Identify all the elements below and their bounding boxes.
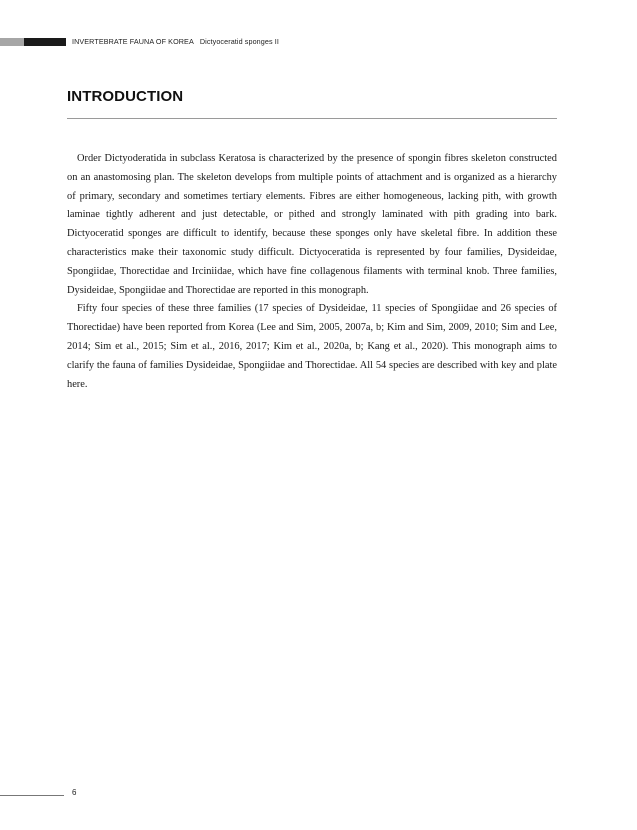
volume-title: Dictyoceratid sponges II: [199, 37, 279, 46]
running-header: [72, 37, 279, 47]
header-bar-gray: [0, 38, 24, 46]
footer-divider: [0, 795, 64, 796]
page-title: INTRODUCTION: [67, 88, 184, 105]
title-divider: [67, 118, 557, 119]
body-text: [67, 150, 557, 394]
header-bar-black: [24, 38, 66, 46]
paragraph-2: Fifty four species of these three families (17 species of Dysideidae, 11 species of Spongiidae and 26 species of Thorectidae) have been reported from Korea (Lee and Sim, 2005, 2007a, b; Kim and Sim, 2009, 2010; Sim and Lee, 2014; Sim et al., 2015; Sim et al., 2016, 2017; Kim et al., 2020a, b; Kang et al., 2020). This monograph aims to clarify the fauna of families Dysideidae, Spongiidae and Thorectidae. All 54 species are described with key and plate here.: [67, 303, 557, 390]
page-number: 6: [72, 788, 77, 797]
paragraph-1: Order Dictyoderatida in subclass Keratosa is characterized by the presence of spongin fibres skeleton constructed on an anastomosing plan. The skeleton develops from multiple points of attachment and is organized as a hierarchy of primary, secondary and sometimes tertiary elements. Fibres are either homogeneous, lacking pith, with growth laminae tightly adherent and just detectable, or pithed and strongly laminated with pith grading into bark. Dictyoceratid sponges are difficult to identify, because these sponges only have skeletal fibre. In addition these characteristics make their taxonomic study difficult. Dictyoceratida is represented by four families, Dysideidae, Spongiidae, Thorectidae and Irciniidae, which have fine collagenous filaments with terminal knob. Three families, Dysideidae, Spongiidae and Thorectidae are reported in this monograph.: [67, 153, 557, 296]
series-title: INVERTEBRATE FAUNA OF KOREA: [72, 37, 194, 46]
